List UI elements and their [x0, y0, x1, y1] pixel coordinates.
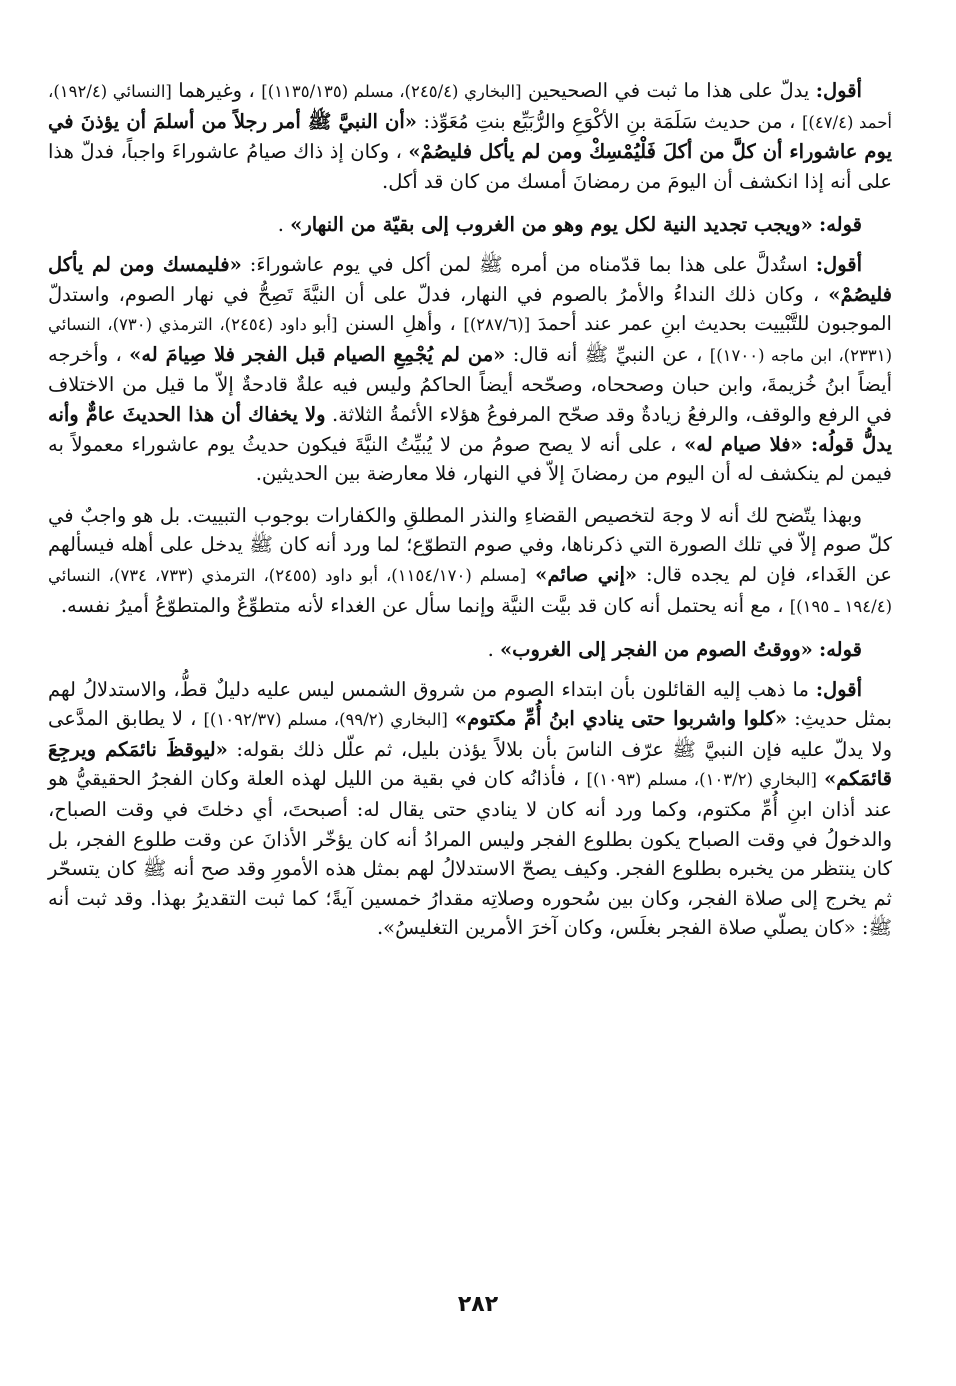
text-segment: ، فأذانُه كان في بقية من الليل لهذه العلة وكان الفجرُ الحقيقيُّ هو عند أذان ابنِ أُمِّ مكتوم، وكما ورد أنه كان لا ينادي حتى يقال له: أصبحتَ، أي دخلتَ في وقت الصباح، والدخولُ في وقت الصباح يكون بطلوع الفجر وليس المرادُ أنه كان يؤخّر الأذانَ عن وقت طلوع الفجر، بل كان ينتظر من يخبره بطلوع الفجر. وكيف يصحّ الاستدلالُ لهم بمثل هذه الأمورِ وقد صح أنه ﷺ كان يتسحّر ثم يخرج إلى صلاة الفجر، وكان بين سُحوره وصلاتِه مقدارُ خمسين آيةً؛ كما ثبت التقديرُ بهذا. وقد ثبت أنه ﷺ: «كان يصلّي صلاة الفجر بغلَس، وكان آخرَ الأمرين التغليسُ». [48, 767, 892, 940]
text-segment: ، وكان إذ ذاك صيامُ عاشوراءَ واجباً، فدلّ هذا على أنه إذا انكشف أن اليومَ من رمضانَ أمسك من كان قد أكل. [48, 140, 892, 193]
citation: [(٢٨٧/٦)] [463, 315, 531, 335]
paragraph-lead: قوله: [819, 638, 862, 662]
text-segment: ، وكان ذلك النداءُ والأمرُ بالصوم في النهار، فدلّ على أن النيَّةَ تَصِحُّ في نهار الصوم، واستدلّ الموجبون للتَّبْييت بحديث ابنِ عمر عند أحمدَ [48, 282, 892, 336]
text-segment: وبهذا يتّضح لك أنه لا وجهَ لتخصيص القضاءِ والنذر المطلقِ والكفارات بوجوب التبييت. بل هو واجبٌ في كلّ صوم إلاّ في تلك الصورة التي ذكرناها، وفي صوم التطوّع؛ لما ورد أنه كان ﷺ يدخل على أهله فيسألهم عن الغَداء، فإن لم يجده قال: [48, 503, 892, 586]
text-segment: ، عن النبيِّ ﷺ أنه قال: [505, 342, 703, 366]
text-segment: ، مع أنه يحتمل أنه كان قد بيَّت النيَّة وإنما سأل عن الغداء لأنه متطوِّعٌ والمتطوّعُ أميرُ نفسه. [60, 593, 784, 617]
text-segment: . [487, 638, 494, 662]
text-segment: ، من حديث سَلَمَة بنِ الأكْوَعِ والرُّبَيِّع بنتِ مُعَوِّذ: [416, 109, 796, 133]
citation: [النسائي (١٩٢/٤)، أحمد (٤٧/٤)] [48, 82, 892, 132]
hadith-quote: «ليوقظَ نائمَكم ويرجِعَ قائمَكم» [48, 737, 892, 791]
quoted-statement: «ووقتُ الصوم من الفجر إلى الغروب» [499, 638, 813, 662]
citation: [البخاري (١٠٣/٢)، مسلم (١٠٩٣)] [586, 770, 817, 790]
paragraph-lead: أقول: [815, 79, 862, 102]
page-body [48, 76, 892, 943]
citation: [أبو داود (٢٤٥٤)، الترمذي (٧٣٠)، النسائي (٢٣٣١)، ابن ماجه (١٧٠٠)] [48, 315, 892, 365]
text-segment: . [277, 213, 284, 237]
hadith-quote: «أن النبيَّ ﷺ أمر رجلاً من أسلمَ أن يؤذنَ في يوم عاشوراء أن كلَّ من أكلَ فَلْيُمْسِكْ ومن لم يأكل فليصُمْ» [48, 109, 892, 164]
text-segment: استُدلَّ على هذا بما قدّمناه من أمره ﷺ لمن أكل في يوم عاشوراءَ: [241, 252, 808, 276]
paragraph-1 [48, 76, 892, 196]
text-segment: ، لا يطابق المدَّعى ولا يدلّ عليه فإن النبيَّ ﷺ عرّف الناسَ بأن بلالاً يؤذن بليل، ثم علّل ذلك بقوله: [48, 707, 892, 761]
text-segment: ما ذهب إليه القائلون بأن ابتداء الصوم من شروق الشمس ليس عليه دليلٌ قطُّ، والاستدلالُ لهم بمثل حديثِ: [48, 677, 892, 731]
hadith-quote: «فليمسك ومن لم يأكل فليصُمْ» [48, 252, 892, 306]
text-segment: ، وأهلِ السنن [337, 312, 456, 336]
paragraph-5 [48, 635, 892, 665]
paragraph-lead: أقول: [815, 252, 863, 276]
paragraph-lead: قوله: [819, 213, 862, 237]
text-segment: ، على أنه لا يصح صومُ من لا يُبيِّتُ النيَّةَ فيكون حديثُ يوم عاشوراء معمولاً به فيمن لم ينكشف له أن اليوم من رمضانَ إلاّ في النهار، فلا معارضة بين الحديثين. [48, 432, 892, 486]
citation: [البخاري (٩٩/٢)، مسلم (١٠٩٢/٣٧)] [203, 710, 448, 730]
bold-remark: ولا يخفاك أن هذا الحديثَ عامٌّ وأنه يدلُّ قولُه: «فلا صيام له» [48, 402, 892, 456]
hadith-quote: «كلوا واشربوا حتى ينادي ابنُ أُمِّ مكتوم» [454, 707, 788, 731]
citation: [البخاري (٢٤٥/٤)، مسلم (١١٣٥/١٣٥)] [261, 82, 522, 101]
paragraph-6 [48, 675, 892, 943]
text-segment: يدلّ على هذا ما ثبت في الصحيحين [521, 79, 810, 102]
text-segment: ، وغيرهما [171, 79, 255, 102]
hadith-quote: «إني صائم» [535, 562, 638, 586]
citation: [مسلم (١١٥٤/١٧٠)، أبو داود (٢٤٥٥)، الترمذي (٧٣٣، ٧٣٤)، النسائي (١٩٤/٤ ـ ١٩٥)] [48, 565, 892, 616]
paragraph-4 [48, 501, 892, 621]
paragraph-lead: أقول: [815, 677, 862, 701]
text-segment: ، وأخرجه أيضاً ابنُ خُزيمةَ، وابن حبان وصححاه، وصحّحه أيضاً الحاكمُ وليس فيه علةٌ قادحةٌ إلاّ ما قيل من الاختلاف في الرفع والوقف، والرفعُ زيادةٌ وقد صحّح المرفوعُ هؤلاء الأئمةُ الثلاثة. [48, 342, 893, 426]
paragraph-3 [48, 250, 892, 489]
hadith-quote: «من لم يُجْمِعِ الصيام قبل الفجر فلا صِيامَ له» [129, 342, 506, 366]
quoted-statement: «ويجب تجديد النية لكل يوم وهو من الغروب إلى بقيّة من النهار» [290, 213, 813, 237]
page-number: ٢٨٢ [457, 1292, 499, 1317]
paragraph-2 [48, 210, 892, 240]
